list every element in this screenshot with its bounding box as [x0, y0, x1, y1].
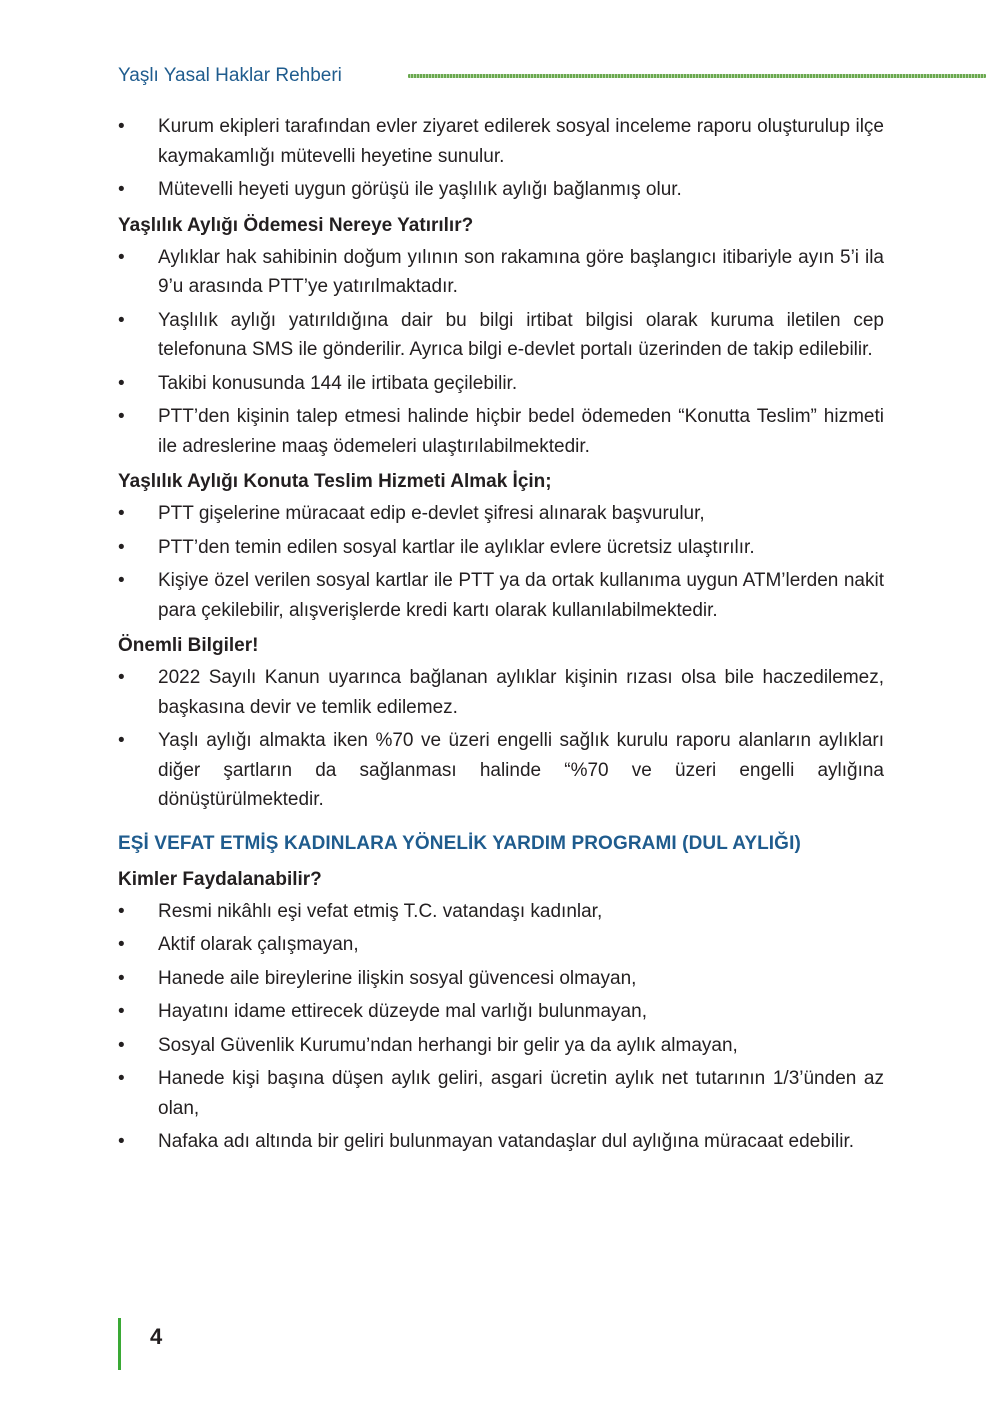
list-item-text: 2022 Sayılı Kanun uyarınca bağlanan aylıklar kişinin rızası olsa bile haczedilemez, başkasına devir ve temlik edilemez.: [158, 667, 884, 718]
bullet-icon: •: [118, 309, 125, 331]
bullet-icon: •: [118, 1001, 125, 1022]
bullet-icon: •: [118, 900, 125, 922]
list-item: [118, 1127, 884, 1157]
bullet-icon: •: [118, 730, 125, 751]
list-item-text: Mütevelli heyeti uygun görüşü ile yaşlılık aylığı bağlanmış olur.: [158, 179, 682, 200]
bullet-icon: •: [118, 934, 125, 955]
list-item-text: Nafaka adı altında bir geliri bulunmayan vatandaşlar dul aylığına müracaat edebilir.: [158, 1131, 855, 1152]
section-heading: Kimler Faydalanabilir?: [118, 868, 322, 890]
list-item: [118, 566, 884, 625]
bullet-icon: •: [118, 1068, 125, 1089]
bullet-icon: •: [118, 179, 125, 200]
list-item: [118, 499, 884, 529]
list-item-text: Sosyal Güvenlik Kurumu’ndan herhangi bir gelir ya da aylık almayan,: [158, 1034, 738, 1056]
list-item: [118, 1031, 884, 1061]
list-item: [118, 897, 884, 927]
bullet-list: [118, 663, 884, 815]
list-item-text: Kişiye özel verilen sosyal kartlar ile PTT ya da ortak kullanıma uygun ATM’lerden nakit para çekilebilir, alışverişlerde kredi kartı olarak kullanılabilmektedir.: [158, 570, 884, 621]
bullet-icon: •: [118, 116, 125, 137]
bullet-icon: •: [118, 536, 125, 558]
list-item: [118, 997, 884, 1027]
list-item-text: Yaşlı aylığı almakta iken %70 ve üzeri engelli sağlık kurulu raporu alanların aylıkları diğer şartların da sağlanması halinde “%70 ve üzeri engelli aylığına dönüştürülmektedir.: [158, 730, 884, 810]
list-item: [118, 369, 884, 399]
list-item-text: Yaşlılık aylığı yatırıldığına dair bu bilgi irtibat bilgisi olarak kuruma iletilen cep telefonuna SMS ile gönderilir. Ayrıca bilgi e-devlet portalı üzerinden de takip edilebilir.: [158, 309, 884, 360]
bullet-list: [118, 499, 884, 625]
page-header: [118, 62, 986, 90]
bullet-icon: •: [118, 667, 125, 688]
bullet-list: [118, 897, 884, 1157]
bullet-icon: •: [118, 1131, 125, 1152]
bullet-icon: •: [118, 967, 125, 989]
bullet-icon: •: [118, 246, 125, 268]
bullet-icon: •: [118, 570, 125, 591]
bullet-icon: •: [118, 372, 125, 394]
list-item-text: PTT gişelerine müracaat edip e-devlet şifresi alınarak başvurulur,: [158, 503, 705, 524]
list-item: [118, 112, 884, 171]
list-item: [118, 930, 884, 960]
list-item-text: PTT’den kişinin talep etmesi halinde hiçbir bedel ödemeden “Konutta Teslim” hizmeti ile adreslerine maaş ödemeleri ulaştırılabilmektedir.: [158, 406, 884, 457]
list-item: [118, 726, 884, 815]
footer-accent-bar: [118, 1318, 121, 1370]
list-item: [118, 964, 884, 994]
list-item-text: Aktif olarak çalışmayan,: [158, 934, 359, 955]
list-item-text: PTT’den temin edilen sosyal kartlar ile aylıklar evlere ücretsiz ulaştırılır.: [158, 536, 755, 558]
list-item-text: Kurum ekipleri tarafından evler ziyaret edilerek sosyal inceleme raporu oluşturulup ilçe kaymakamlığı mütevelli heyetine sunulur.: [158, 116, 884, 167]
list-item-text: Hayatını idame ettirecek düzeyde mal varlığı bulunmayan,: [158, 1001, 647, 1022]
list-item: [118, 663, 884, 722]
bullet-list: [118, 243, 884, 462]
bullet-icon: •: [118, 406, 125, 427]
list-item: [118, 402, 884, 461]
header-divider: [408, 74, 986, 78]
list-item: [118, 1064, 884, 1123]
list-item-text: Hanede kişi başına düşen aylık geliri, asgari ücretin aylık net tutarının 1/3’ünden az olan,: [158, 1068, 884, 1119]
list-item: [118, 175, 884, 205]
list-item: [118, 533, 884, 563]
page-number: 4: [150, 1324, 163, 1349]
section-heading: Yaşlılık Aylığı Ödemesi Nereye Yatırılır?: [118, 214, 474, 236]
bullet-icon: •: [118, 1034, 125, 1056]
list-item-text: Hanede aile bireylerine ilişkin sosyal güvencesi olmayan,: [158, 967, 637, 989]
bullet-icon: •: [118, 503, 125, 524]
list-item-text: Resmi nikâhlı eşi vefat etmiş T.C. vatandaşı kadınlar,: [158, 900, 603, 922]
list-item-text: Takibi konusunda 144 ile irtibata geçilebilir.: [158, 372, 518, 394]
list-item: [118, 306, 884, 365]
section-heading: Yaşlılık Aylığı Konuta Teslim Hizmeti Almak İçin;: [118, 471, 552, 492]
list-item-text: Aylıklar hak sahibinin doğum yılının son rakamına göre başlangıcı itibariyle ayın 5’i ila 9’u arasında PTT’ye yatırılmaktadır.: [158, 246, 884, 297]
bullet-list: [118, 112, 884, 205]
header-title: Yaşlı Yasal Haklar Rehberi: [118, 65, 342, 86]
list-item: [118, 243, 884, 302]
section-heading: Önemli Bilgiler!: [118, 635, 259, 656]
program-title: EŞİ VEFAT ETMİŞ KADINLARA YÖNELİK YARDIM PROGRAMI (DUL AYLIĞI): [118, 832, 801, 854]
page-content: [118, 112, 884, 1161]
